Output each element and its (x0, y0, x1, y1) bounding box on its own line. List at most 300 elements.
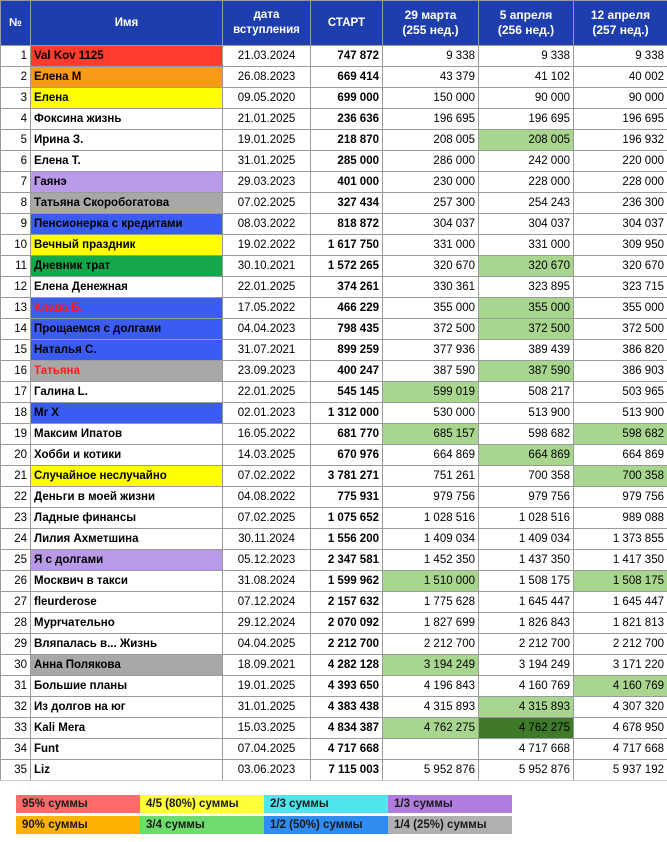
table-row (1, 424, 667, 445)
start-amount: 1 599 962 (311, 571, 383, 592)
weekly-value: 1 409 034 (383, 529, 479, 550)
start-amount: 2 070 092 (311, 613, 383, 634)
weekly-value: 513 900 (479, 403, 574, 424)
weekly-value: 508 217 (479, 382, 574, 403)
weekly-value: 5 952 876 (479, 760, 574, 781)
join-date: 23.09.2023 (223, 361, 311, 382)
row-number: 26 (1, 571, 31, 592)
start-amount: 1 312 000 (311, 403, 383, 424)
join-date: 04.04.2023 (223, 319, 311, 340)
start-amount: 699 000 (311, 88, 383, 109)
weekly-value: 330 361 (383, 277, 479, 298)
weekly-value: 150 000 (383, 88, 479, 109)
participant-name: Mr X (31, 403, 223, 424)
weekly-value: 372 500 (574, 319, 667, 340)
weekly-value: 598 682 (479, 424, 574, 445)
weekly-value: 4 678 950 (574, 718, 667, 739)
start-amount: 218 870 (311, 130, 383, 151)
join-date: 02.01.2023 (223, 403, 311, 424)
participant-name: Мурrчательно (31, 613, 223, 634)
weekly-value: 4 315 893 (383, 697, 479, 718)
weekly-value: 41 102 (479, 67, 574, 88)
weekly-value: 4 160 769 (574, 676, 667, 697)
participant-name: Хобби и котики (31, 445, 223, 466)
row-number: 21 (1, 466, 31, 487)
weekly-value: 196 695 (383, 109, 479, 130)
weekly-value: 2 212 700 (383, 634, 479, 655)
join-date: 31.08.2024 (223, 571, 311, 592)
weekly-value: 3 194 249 (479, 655, 574, 676)
weekly-value: 323 895 (479, 277, 574, 298)
participant-name: Вляпалась в... Жизнь (31, 634, 223, 655)
weekly-value: 664 869 (383, 445, 479, 466)
table-row (1, 403, 667, 424)
join-date: 07.12.2024 (223, 592, 311, 613)
weekly-value: 90 000 (574, 88, 667, 109)
participant-name: Елена Денежная (31, 277, 223, 298)
weekly-value: 1 373 855 (574, 529, 667, 550)
weekly-value: 1 775 628 (383, 592, 479, 613)
row-number: 10 (1, 235, 31, 256)
start-amount: 2 347 581 (311, 550, 383, 571)
start-amount: 1 075 652 (311, 508, 383, 529)
table-row (1, 634, 667, 655)
participant-name: Ладные финансы (31, 508, 223, 529)
start-amount: 236 636 (311, 109, 383, 130)
participant-name: Наталья С. (31, 340, 223, 361)
start-amount: 1 572 265 (311, 256, 383, 277)
weekly-value: 309 950 (574, 235, 667, 256)
participant-name: Максим Ипатов (31, 424, 223, 445)
table-row (1, 466, 667, 487)
weekly-value: 208 005 (383, 130, 479, 151)
weekly-value: 43 379 (383, 67, 479, 88)
header-week-257: 12 апреля (257 нед.) (574, 1, 667, 46)
join-date: 30.11.2024 (223, 529, 311, 550)
start-amount: 285 000 (311, 151, 383, 172)
weekly-value: 513 900 (574, 403, 667, 424)
table-row (1, 718, 667, 739)
weekly-value: 320 670 (479, 256, 574, 277)
start-amount: 747 872 (311, 46, 383, 67)
weekly-value: 664 869 (479, 445, 574, 466)
weekly-value: 320 670 (383, 256, 479, 277)
weekly-value: 355 000 (479, 298, 574, 319)
row-number: 9 (1, 214, 31, 235)
table-row (1, 130, 667, 151)
weekly-value: 979 756 (383, 487, 479, 508)
weekly-value: 664 869 (574, 445, 667, 466)
weekly-value: 331 000 (383, 235, 479, 256)
start-amount: 3 781 271 (311, 466, 383, 487)
table-row (1, 361, 667, 382)
row-number: 25 (1, 550, 31, 571)
header-date: дата вступления (223, 1, 311, 46)
weekly-value: 355 000 (574, 298, 667, 319)
start-amount: 2 212 700 (311, 634, 383, 655)
table-row (1, 172, 667, 193)
row-number: 34 (1, 739, 31, 760)
legend-item: 4/5 (80%) суммы (140, 795, 264, 813)
weekly-value: 2 212 700 (479, 634, 574, 655)
weekly-value: 387 590 (479, 361, 574, 382)
row-number: 6 (1, 151, 31, 172)
weekly-value: 304 037 (574, 214, 667, 235)
participant-name: Деньги в моей жизни (31, 487, 223, 508)
participant-name: Москвич в такси (31, 571, 223, 592)
table-row (1, 151, 667, 172)
table-row (1, 613, 667, 634)
participant-name: Фоксина жизнь (31, 109, 223, 130)
weekly-value: 1 821 813 (574, 613, 667, 634)
weekly-value: 3 194 249 (383, 655, 479, 676)
participant-name: Val Kov 1125 (31, 46, 223, 67)
weekly-value: 3 171 220 (574, 655, 667, 676)
table-row (1, 256, 667, 277)
table-row (1, 382, 667, 403)
weekly-value: 40 002 (574, 67, 667, 88)
row-number: 4 (1, 109, 31, 130)
color-legend (16, 795, 512, 837)
table-row (1, 529, 667, 550)
weekly-value: 304 037 (479, 214, 574, 235)
row-number: 15 (1, 340, 31, 361)
header-week-256: 5 апреля (256 нед.) (479, 1, 574, 46)
row-number: 13 (1, 298, 31, 319)
legend-item: 1/3 суммы (388, 795, 512, 813)
header-name: Имя (31, 1, 223, 46)
table-row (1, 445, 667, 466)
join-date: 21.01.2025 (223, 109, 311, 130)
weekly-value: 9 338 (383, 46, 479, 67)
weekly-value: 979 756 (574, 487, 667, 508)
participant-name: Елена М (31, 67, 223, 88)
weekly-value: 1 028 516 (383, 508, 479, 529)
weekly-value: 386 820 (574, 340, 667, 361)
participant-name: Прощаемся с долгами (31, 319, 223, 340)
weekly-value: 304 037 (383, 214, 479, 235)
join-date: 07.02.2025 (223, 193, 311, 214)
row-number: 8 (1, 193, 31, 214)
row-number: 14 (1, 319, 31, 340)
join-date: 21.03.2024 (223, 46, 311, 67)
join-date: 29.12.2024 (223, 613, 311, 634)
weekly-value: 196 695 (574, 109, 667, 130)
row-number: 29 (1, 634, 31, 655)
participant-name: Пенсионерка с кредитами (31, 214, 223, 235)
row-number: 7 (1, 172, 31, 193)
weekly-value: 286 000 (383, 151, 479, 172)
row-number: 20 (1, 445, 31, 466)
participant-name: Клава Б. (31, 298, 223, 319)
header-week-255: 29 марта (255 нед.) (383, 1, 479, 46)
start-amount: 1 556 200 (311, 529, 383, 550)
weekly-value: 220 000 (574, 151, 667, 172)
start-amount: 4 834 387 (311, 718, 383, 739)
table-row (1, 340, 667, 361)
row-number: 3 (1, 88, 31, 109)
start-amount: 670 976 (311, 445, 383, 466)
join-date: 29.03.2023 (223, 172, 311, 193)
weekly-value: 320 670 (574, 256, 667, 277)
table-row (1, 550, 667, 571)
start-amount: 899 259 (311, 340, 383, 361)
weekly-value: 372 500 (479, 319, 574, 340)
join-date: 19.01.2025 (223, 130, 311, 151)
table-row (1, 487, 667, 508)
row-number: 16 (1, 361, 31, 382)
weekly-value: 230 000 (383, 172, 479, 193)
join-date: 26.08.2023 (223, 67, 311, 88)
start-amount: 775 931 (311, 487, 383, 508)
start-amount: 4 393 650 (311, 676, 383, 697)
weekly-value: 1 508 175 (479, 571, 574, 592)
weekly-value: 331 000 (479, 235, 574, 256)
header-start: СТАРТ (311, 1, 383, 46)
row-number: 2 (1, 67, 31, 88)
table-row (1, 676, 667, 697)
start-amount: 669 414 (311, 67, 383, 88)
join-date: 05.12.2023 (223, 550, 311, 571)
start-amount: 4 282 128 (311, 655, 383, 676)
start-amount: 681 770 (311, 424, 383, 445)
join-date: 09.05.2020 (223, 88, 311, 109)
weekly-value: 685 157 (383, 424, 479, 445)
divider (0, 780, 667, 781)
weekly-value (383, 739, 479, 760)
join-date: 15.03.2025 (223, 718, 311, 739)
participant-name: Татьяна (31, 361, 223, 382)
join-date: 14.03.2025 (223, 445, 311, 466)
weekly-value: 5 952 876 (383, 760, 479, 781)
weekly-value: 372 500 (383, 319, 479, 340)
weekly-value: 1 452 350 (383, 550, 479, 571)
table-row (1, 214, 667, 235)
weekly-value: 751 261 (383, 466, 479, 487)
weekly-value: 236 300 (574, 193, 667, 214)
join-date: 16.05.2022 (223, 424, 311, 445)
participant-name: Гаянэ (31, 172, 223, 193)
join-date: 31.01.2025 (223, 697, 311, 718)
legend-item: 3/4 суммы (140, 816, 264, 834)
participant-name: Дневник трат (31, 256, 223, 277)
weekly-value: 1 409 034 (479, 529, 574, 550)
weekly-value: 228 000 (479, 172, 574, 193)
participant-name: fleurderose (31, 592, 223, 613)
weekly-value: 2 212 700 (574, 634, 667, 655)
participant-name: Ирина З. (31, 130, 223, 151)
row-number: 35 (1, 760, 31, 781)
table-row (1, 571, 667, 592)
participant-name: Большие планы (31, 676, 223, 697)
table-row (1, 193, 667, 214)
weekly-value: 1 826 843 (479, 613, 574, 634)
participant-name: Funt (31, 739, 223, 760)
table-row (1, 235, 667, 256)
join-date: 04.04.2025 (223, 634, 311, 655)
weekly-value: 1 508 175 (574, 571, 667, 592)
weekly-value: 4 160 769 (479, 676, 574, 697)
weekly-value: 4 315 893 (479, 697, 574, 718)
row-number: 1 (1, 46, 31, 67)
row-number: 12 (1, 277, 31, 298)
weekly-value: 242 000 (479, 151, 574, 172)
table-row (1, 697, 667, 718)
participant-name: Галина L. (31, 382, 223, 403)
start-amount: 2 157 632 (311, 592, 383, 613)
table-header-row (1, 1, 667, 46)
join-date: 07.04.2025 (223, 739, 311, 760)
join-date: 03.06.2023 (223, 760, 311, 781)
start-amount: 545 145 (311, 382, 383, 403)
weekly-value: 598 682 (574, 424, 667, 445)
join-date: 22.01.2025 (223, 382, 311, 403)
join-date: 19.01.2025 (223, 676, 311, 697)
weekly-value: 5 937 192 (574, 760, 667, 781)
row-number: 32 (1, 697, 31, 718)
weekly-value: 4 196 843 (383, 676, 479, 697)
weekly-value: 4 307 320 (574, 697, 667, 718)
table-row (1, 67, 667, 88)
row-number: 22 (1, 487, 31, 508)
participant-name: Из долгов на юг (31, 697, 223, 718)
weekly-value: 599 019 (383, 382, 479, 403)
legend-row (16, 816, 512, 834)
legend-item: 90% суммы (16, 816, 140, 834)
participant-name: Елена Т. (31, 151, 223, 172)
table-row (1, 655, 667, 676)
row-number: 5 (1, 130, 31, 151)
table-body (1, 46, 667, 781)
start-amount: 466 229 (311, 298, 383, 319)
table-row (1, 592, 667, 613)
start-amount: 4 383 438 (311, 697, 383, 718)
table-row (1, 277, 667, 298)
weekly-value: 1 827 699 (383, 613, 479, 634)
join-date: 04.08.2022 (223, 487, 311, 508)
row-number: 18 (1, 403, 31, 424)
weekly-value: 208 005 (479, 130, 574, 151)
join-date: 18.09.2021 (223, 655, 311, 676)
weekly-value: 979 756 (479, 487, 574, 508)
legend-item: 1/2 (50%) суммы (264, 816, 388, 834)
weekly-value: 1 645 447 (479, 592, 574, 613)
weekly-value: 4 717 668 (479, 739, 574, 760)
start-amount: 1 617 750 (311, 235, 383, 256)
table-row (1, 760, 667, 781)
weekly-value: 4 762 275 (479, 718, 574, 739)
row-number: 19 (1, 424, 31, 445)
row-number: 33 (1, 718, 31, 739)
weekly-value: 1 510 000 (383, 571, 479, 592)
row-number: 31 (1, 676, 31, 697)
weekly-value: 989 088 (574, 508, 667, 529)
join-date: 19.02.2022 (223, 235, 311, 256)
table-row (1, 109, 667, 130)
weekly-value: 387 590 (383, 361, 479, 382)
participant-name: Вечный праздник (31, 235, 223, 256)
legend-item: 2/3 суммы (264, 795, 388, 813)
weekly-value: 257 300 (383, 193, 479, 214)
weekly-value: 1 437 350 (479, 550, 574, 571)
legend-row (16, 795, 512, 813)
participant-name: Татьяна Скоробогатова (31, 193, 223, 214)
weekly-value: 377 936 (383, 340, 479, 361)
weekly-value: 9 338 (479, 46, 574, 67)
start-amount: 798 435 (311, 319, 383, 340)
participant-name: Я с долгами (31, 550, 223, 571)
row-number: 30 (1, 655, 31, 676)
weekly-value: 389 439 (479, 340, 574, 361)
weekly-value: 196 695 (479, 109, 574, 130)
start-amount: 327 434 (311, 193, 383, 214)
table-row (1, 88, 667, 109)
join-date: 07.02.2022 (223, 466, 311, 487)
table-row (1, 298, 667, 319)
join-date: 08.03.2022 (223, 214, 311, 235)
weekly-value: 196 932 (574, 130, 667, 151)
join-date: 31.07.2021 (223, 340, 311, 361)
weekly-value: 355 000 (383, 298, 479, 319)
start-amount: 818 872 (311, 214, 383, 235)
row-number: 24 (1, 529, 31, 550)
weekly-value: 4 717 668 (574, 739, 667, 760)
weekly-value: 1 645 447 (574, 592, 667, 613)
weekly-value: 228 000 (574, 172, 667, 193)
participant-name: Анна Полякова (31, 655, 223, 676)
participant-name: Лилия Ахметшина (31, 529, 223, 550)
weekly-value: 9 338 (574, 46, 667, 67)
participant-name: Случайное неслучайно (31, 466, 223, 487)
weekly-value: 323 715 (574, 277, 667, 298)
join-date: 22.01.2025 (223, 277, 311, 298)
table-row (1, 739, 667, 760)
join-date: 17.05.2022 (223, 298, 311, 319)
table-row (1, 46, 667, 67)
weekly-value: 530 000 (383, 403, 479, 424)
join-date: 31.01.2025 (223, 151, 311, 172)
header-num: № (1, 1, 31, 46)
start-amount: 401 000 (311, 172, 383, 193)
row-number: 27 (1, 592, 31, 613)
weekly-value: 386 903 (574, 361, 667, 382)
weekly-value: 700 358 (574, 466, 667, 487)
row-number: 17 (1, 382, 31, 403)
participant-name: Елена (31, 88, 223, 109)
start-amount: 374 261 (311, 277, 383, 298)
join-date: 07.02.2025 (223, 508, 311, 529)
table-row (1, 508, 667, 529)
start-amount: 7 115 003 (311, 760, 383, 781)
row-number: 28 (1, 613, 31, 634)
row-number: 11 (1, 256, 31, 277)
join-date: 30.10.2021 (223, 256, 311, 277)
start-amount: 400 247 (311, 361, 383, 382)
table-row (1, 319, 667, 340)
row-number: 23 (1, 508, 31, 529)
start-amount: 4 717 668 (311, 739, 383, 760)
weekly-value: 700 358 (479, 466, 574, 487)
weekly-value: 1 028 516 (479, 508, 574, 529)
legend-item: 1/4 (25%) суммы (388, 816, 512, 834)
legend-item: 95% суммы (16, 795, 140, 813)
participant-name: Kali Mera (31, 718, 223, 739)
weekly-value: 503 965 (574, 382, 667, 403)
participant-name: Liz (31, 760, 223, 781)
weekly-value: 90 000 (479, 88, 574, 109)
weekly-value: 254 243 (479, 193, 574, 214)
weekly-value: 4 762 275 (383, 718, 479, 739)
